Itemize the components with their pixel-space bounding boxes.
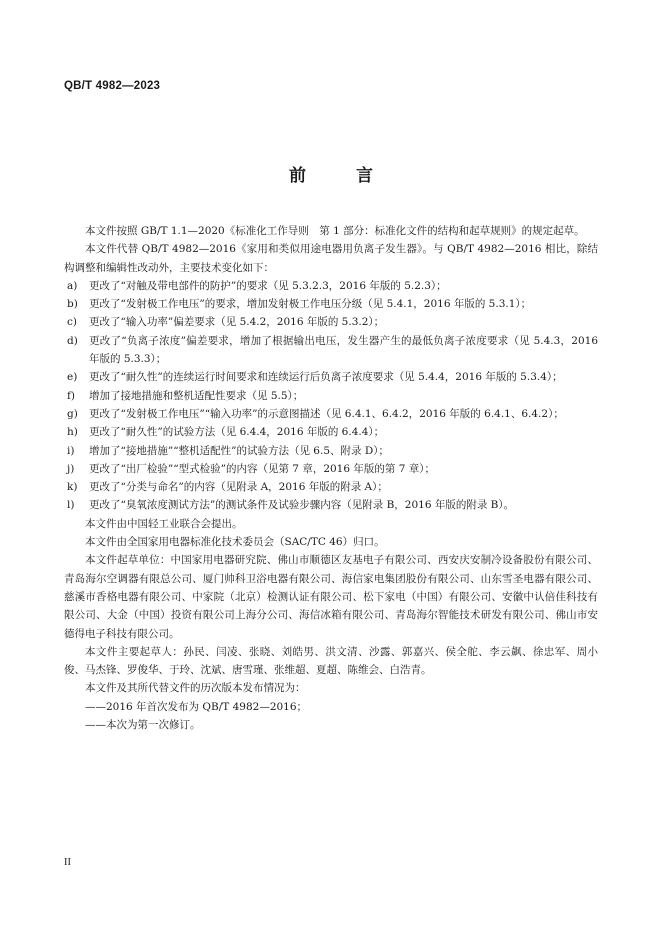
history-paragraph: 本文件及其所代替文件的历次版本发布情况为：: [85, 682, 306, 695]
page-number: II: [64, 857, 71, 868]
list-item-text: 更改了“负离子浓度”偏差要求，增加了根据输出电压，发生器产生的最低负离子浓度要求（见 5.4.3，2016 年版的 5.3.3）；: [89, 334, 598, 366]
list-item: [64, 423, 598, 441]
list-item-text: 更改了“输入功率”偏差要求（见 5.4.2，2016 年版的 5.3.2）；: [89, 316, 385, 329]
committee-paragraph: 本文件由全国家用电器标准化技术委员会（SAC/TC 46）归口。: [85, 536, 385, 549]
proposer-paragraph: 本文件由中国轻工业联合会提出。: [85, 517, 243, 530]
list-item: [64, 478, 598, 496]
list-item-text: 更改了“发射极工作电压”“输入功率”的示意图描述（见 6.4.1、6.4.2，2016 年版的 6.4.1、6.4.2）；: [89, 407, 564, 420]
list-item-text: 更改了“耐久性”的试验方法（见 6.4.4，2016 年版的 6.4.4）；: [89, 426, 385, 439]
list-item-label: f): [67, 389, 75, 402]
list-item-text: 更改了“出厂检验”“型式检验”的内容（见第 7 章，2016 年版的第 7 章）；: [89, 462, 435, 475]
list-item-label: k): [67, 481, 78, 494]
list-item-label: g): [67, 407, 78, 420]
list-item-text: 增加了接地措施和整机适配性要求（见 5.5）；: [89, 389, 304, 402]
list-item-text: 更改了“臭氧浓度测试方法”的测试条件及试验步骤内容（见附录 B，2016 年版的附录 B）。: [89, 499, 515, 512]
list-item: [64, 332, 598, 369]
list-item-label: i): [67, 444, 75, 457]
list-item-label: d): [67, 334, 78, 347]
list-item: [64, 387, 598, 405]
list-item: [64, 442, 598, 460]
list-item: [64, 313, 598, 331]
history-item: ——2016 年首次发布为 QB/T 4982—2016；: [85, 700, 308, 713]
list-item-label: l): [67, 499, 75, 512]
list-item: [64, 295, 598, 313]
list-item-label: b): [67, 298, 78, 311]
list-item-label: a): [67, 279, 78, 292]
list-item: [64, 460, 598, 478]
list-item-text: 更改了“对触及带电部件的防护”的要求（见 5.3.2.3，2016 年版的 5.2.3）；: [89, 279, 447, 292]
list-item: [64, 277, 598, 295]
list-item-text: 增加了“接地措施”“整机适配性”的试验方法（见 6.5、附录 D）；: [89, 444, 390, 457]
list-item: [64, 368, 598, 386]
page-title: 前 言: [289, 166, 395, 186]
foreword-body: [64, 222, 598, 734]
list-item: [64, 496, 598, 514]
intro-paragraph: 本文件按照 GB/T 1.1—2020《标准化工作导则 第 1 部分：标准化文件的结构和起草规则》的规定起草。: [85, 225, 585, 237]
history-item: ——本次为第一次修订。: [85, 719, 201, 732]
list-item-label: c): [67, 316, 77, 329]
list-item: [64, 405, 598, 423]
drafting-units-paragraph: 本文件起草单位：中国家用电器研究院、佛山市顺德区友基电子有限公司、西安庆安制冷设备股份有限公司、青岛海尔空调器有限总公司、厦门帅科卫浴电器有限公司、海信家电集团股份有限公司、山东雪圣电器有限公司、慈溪市香格电器有限公司、中家院（北京）检测认证有限公司、松下家电（中国）有限公司、安徽中认倍佳科技有限公司、大金（中国）投资有限公司上海分公司、海信冰箱有限公司、青岛海尔智能技术研发有限公司、佛山市安德得电子科技有限公司。: [64, 554, 598, 640]
intro-paragraph: 本文件代替 QB/T 4982—2016《家用和类似用途电器用负离子发生器》。与 QB/T 4982—2016 相比，除结构调整和编辑性改动外，主要技术变化如下：: [64, 243, 598, 274]
drafters-paragraph: 本文件主要起草人：孙民、闫凌、张晓、刘皓男、洪文清、沙露、郭嘉兴、侯全舵、李云飙、徐忠军、周小俊、马杰锋、罗俊华、于玲、沈斌、唐雪瑾、张维超、夏超、陈维会、白浩青。: [64, 645, 598, 677]
list-item-label: h): [67, 426, 78, 439]
list-item-text: 更改了“发射极工作电压”的要求，增加发射极工作电压分级（见 5.4.1，2016 年版的 5.3.1）；: [89, 298, 532, 311]
changes-list: [64, 277, 598, 515]
document-code: QB/T 4982—2023: [64, 80, 161, 92]
list-item-text: 更改了“分类与命名”的内容（见附录 A，2016 年版的附录 A）；: [89, 481, 388, 494]
list-item-label: e): [67, 371, 78, 384]
list-item-label: j): [67, 462, 75, 475]
list-item-text: 更改了“耐久性”的连续运行时间要求和连续运行后负离子浓度要求（见 5.4.4，2016 年版的 5.3.4）；: [89, 371, 563, 384]
